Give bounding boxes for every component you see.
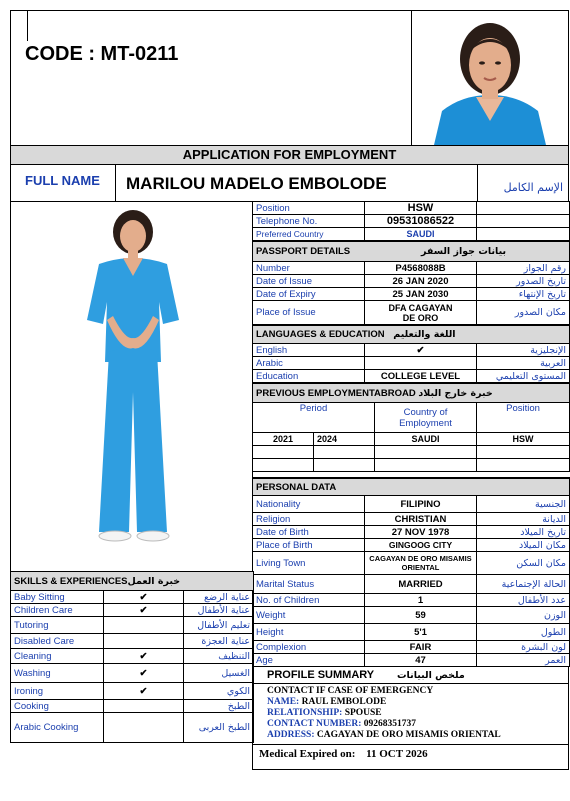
skills-section: [10, 571, 253, 743]
weight-value: 59: [365, 607, 477, 624]
job-table: [252, 201, 570, 241]
skill-cooking-check: [104, 700, 184, 713]
nationality-label: Nationality: [253, 496, 365, 513]
table-row: [253, 496, 570, 513]
date-of-birth-label: Date of Birth: [253, 526, 365, 539]
telephone-label: Telephone No.: [253, 215, 365, 228]
table-row: [11, 700, 254, 713]
skill-cleaning: Cleaning: [11, 649, 104, 664]
skill-tutoring: Tutoring: [11, 617, 104, 634]
skill-disabled-care-ar: عناية العجزة: [184, 634, 254, 649]
preferred-country-label: Preferred Country: [253, 228, 365, 241]
skill-arabic-cooking: Arabic Cooking: [11, 713, 104, 743]
education-label: Education: [253, 370, 365, 383]
skills-title: SKILLS & EXPERIENCES: [14, 575, 128, 587]
header-box: [10, 10, 412, 146]
position-header: Position: [477, 403, 570, 433]
passport-title-ar: بيانات جواز السفر: [420, 246, 507, 257]
position-value: HSW: [365, 202, 477, 215]
nationality-ar: الجنسية: [477, 496, 570, 513]
full-name-row: [10, 164, 569, 202]
emergency-address: ADDRESS: CAGAYAN DE ORO MISAMIS ORIENTAL: [267, 730, 501, 740]
full-name-value: MARILOU MADELO EMBOLODE: [126, 174, 387, 193]
skill-arabic-cooking-check: [104, 713, 184, 743]
application-title: APPLICATION FOR EMPLOYMENT: [10, 145, 569, 165]
preferred-country-value: SAUDI: [365, 228, 477, 241]
position-label: Position: [253, 202, 365, 215]
telephone-value: 09531086522: [365, 215, 477, 228]
skill-baby-sitting: Baby Sitting: [11, 591, 104, 604]
place-of-birth-label: Place of Birth: [253, 539, 365, 552]
emergency-name: NAME: RAUL EMBOLODE: [267, 697, 387, 707]
table-row: [253, 262, 570, 275]
full-name-label: FULL NAME: [25, 173, 100, 188]
table-row: [253, 513, 570, 526]
date-of-expiry-value: 25 JAN 2030: [365, 288, 477, 301]
height-ar: الطول: [477, 624, 570, 641]
table-row: [253, 575, 570, 594]
living-town-value: CAGAYAN DE ORO MISAMIS ORIENTAL: [365, 552, 477, 575]
emergency-relationship: RELATIONSHIP: SPOUSE: [267, 708, 382, 718]
age-label: Age: [253, 654, 365, 667]
table-row: [11, 664, 254, 683]
age-value: 47: [365, 654, 477, 667]
living-town-ar: مكان السكن: [477, 552, 570, 575]
place-of-issue-value: DFA CAGAYAN DE ORO: [365, 301, 477, 325]
emergency-contact: [253, 684, 568, 745]
languages-table: [252, 325, 570, 383]
skill-washing-check: ✔: [104, 664, 184, 683]
english-ar: الإنجليزية: [477, 344, 570, 357]
table-row: [253, 607, 570, 624]
skill-children-care-check: ✔: [104, 604, 184, 617]
table-row: [253, 446, 570, 459]
period-to: 2024: [314, 433, 375, 446]
skill-ironing: Ironing: [11, 683, 104, 700]
weight-ar: الوزن: [477, 607, 570, 624]
full-name-ar-cell: [477, 165, 569, 201]
skill-children-care: Children Care: [11, 604, 104, 617]
height-label: Height: [253, 624, 365, 641]
skill-cleaning-ar: التنظيف: [184, 649, 254, 664]
profile-title: PROFILE SUMMARY: [267, 669, 374, 681]
table-row: [253, 357, 570, 370]
religion-label: Religion: [253, 513, 365, 526]
skill-disabled-care: Disabled Care: [11, 634, 104, 649]
arabic-label: Arabic: [253, 357, 365, 370]
table-row: [253, 228, 570, 241]
skill-washing: Washing: [11, 664, 104, 683]
medical-expiry: Medical Expired on: 11 OCT 2026: [259, 748, 428, 760]
section-header: [253, 384, 570, 403]
marital-status-label: Marital Status: [253, 575, 365, 594]
nationality-value: FILIPINO: [365, 496, 477, 513]
table-row: [253, 215, 570, 228]
skill-washing-ar: الغسيل: [184, 664, 254, 683]
section-header: [253, 479, 570, 496]
skills-title-ar: خبرة العمل: [127, 575, 181, 587]
education-ar: المستوى التعليمي: [477, 370, 570, 383]
table-row: [253, 624, 570, 641]
place-of-issue-ar: مكان الصدور: [477, 301, 570, 325]
table-row: [253, 539, 570, 552]
religion-value: CHRISTIAN: [365, 513, 477, 526]
date-of-issue-ar: تاريخ الصدور: [477, 275, 570, 288]
table-row: [253, 654, 570, 667]
place-of-birth-ar: مكان الميلاد: [477, 539, 570, 552]
table-row: [253, 288, 570, 301]
employment-position: HSW: [477, 433, 570, 446]
skill-children-care-ar: عناية الأطفال: [184, 604, 254, 617]
english-check: ✔: [365, 344, 477, 357]
date-of-expiry-label: Date of Expiry: [253, 288, 365, 301]
skill-ironing-check: ✔: [104, 683, 184, 700]
skills-table: [10, 571, 254, 743]
marital-status-ar: الحالة الإجتماعية: [477, 575, 570, 594]
skill-baby-sitting-check: ✔: [104, 591, 184, 604]
table-row: [253, 526, 570, 539]
corner-mark: [27, 11, 28, 41]
weight-label: Weight: [253, 607, 365, 624]
skill-baby-sitting-ar: عناية الرضع: [184, 591, 254, 604]
table-row: [253, 552, 570, 575]
profile-title-ar: ملخص البيانات: [397, 670, 465, 681]
skill-arabic-cooking-ar: الطبخ العربى: [184, 713, 254, 743]
table-row: [253, 594, 570, 607]
languages-title-ar: اللغة والتعليم: [393, 329, 456, 340]
period-from: 2021: [253, 433, 314, 446]
children-ar: عدد الأطفال: [477, 594, 570, 607]
skill-cooking: Cooking: [11, 700, 104, 713]
arabic-ar: العربية: [477, 357, 570, 370]
personal-data-table: [252, 478, 570, 667]
skill-cleaning-check: ✔: [104, 649, 184, 664]
personal-title: PERSONAL DATA: [256, 481, 337, 493]
passport-number-label: Number: [253, 262, 365, 275]
passport-number-ar: رقم الجواز: [477, 262, 570, 275]
previous-employment-table: [252, 383, 570, 478]
skill-ironing-ar: الكوي: [184, 683, 254, 700]
headshot-photo: [411, 10, 569, 146]
table-row: [11, 634, 254, 649]
languages-title: LANGUAGES & EDUCATION: [256, 329, 385, 340]
profile-summary-header: [253, 667, 568, 684]
country-header: Country of Employment: [375, 403, 477, 433]
table-row: [253, 403, 570, 433]
passport-table: [252, 241, 570, 325]
date-of-birth-ar: تاريخ الميلاد: [477, 526, 570, 539]
skill-cooking-ar: الطبخ: [184, 700, 254, 713]
table-row: [253, 301, 570, 325]
complexion-label: Complexion: [253, 641, 365, 654]
profile-summary-box: [252, 666, 569, 770]
skill-tutoring-ar: تعليم الأطفال: [184, 617, 254, 634]
table-row: [11, 683, 254, 700]
complexion-value: FAIR: [365, 641, 477, 654]
place-of-birth-value: GINGOOG CITY: [365, 539, 477, 552]
living-town-label: Living Town: [253, 552, 365, 575]
age-ar: العمر: [477, 654, 570, 667]
period-header: Period: [253, 403, 375, 433]
marital-status-value: MARRIED: [365, 575, 477, 594]
date-of-issue-label: Date of Issue: [253, 275, 365, 288]
table-row: [253, 344, 570, 357]
table-row: [253, 472, 570, 478]
passport-title: PASSPORT DETAILS: [256, 246, 351, 257]
table-row: [253, 641, 570, 654]
right-column: [252, 201, 569, 770]
english-label: English: [253, 344, 365, 357]
full-name-ar: الإسم الكامل: [503, 181, 563, 194]
previous-title: PREVIOUS EMPLOYMENTABROAD: [256, 387, 416, 399]
arabic-check: [365, 357, 477, 370]
table-row: [253, 370, 570, 383]
place-of-issue-label: Place of Issue: [253, 301, 365, 325]
height-value: 5'1: [365, 624, 477, 641]
employment-country: SAUDI: [375, 433, 477, 446]
table-row: [11, 649, 254, 664]
date-of-issue-value: 26 JAN 2020: [365, 275, 477, 288]
date-of-birth-value: 27 NOV 1978: [365, 526, 477, 539]
date-of-expiry-ar: تاريخ الإنتهاء: [477, 288, 570, 301]
full-body-photo-box: [10, 201, 253, 572]
complexion-ar: لون البشرة: [477, 641, 570, 654]
religion-ar: الديانة: [477, 513, 570, 526]
section-header: [253, 242, 570, 262]
children-value: 1: [365, 594, 477, 607]
table-row: [253, 202, 570, 215]
passport-number-value: P4568088B: [365, 262, 477, 275]
table-row: [253, 433, 570, 446]
section-header: [11, 572, 254, 591]
children-label: No. of Children: [253, 594, 365, 607]
table-row: [11, 604, 254, 617]
table-row: [11, 617, 254, 634]
skill-tutoring-check: [104, 617, 184, 634]
table-row: [11, 713, 254, 743]
education-value: COLLEGE LEVEL: [365, 370, 477, 383]
previous-title-ar: خبرة خارج البلاد: [418, 387, 493, 399]
table-row: [11, 591, 254, 604]
code-label: CODE : MT-0211: [25, 43, 179, 65]
full-body-photo: [11, 202, 252, 571]
table-row: [253, 275, 570, 288]
section-header: [253, 326, 570, 344]
emergency-contact-number: CONTACT NUMBER: 09268351737: [267, 719, 417, 729]
emergency-header: CONTACT IF CASE OF EMERGENCY: [267, 686, 434, 696]
skill-disabled-care-check: [104, 634, 184, 649]
table-row: [253, 459, 570, 472]
full-name-label-cell: [11, 165, 116, 201]
